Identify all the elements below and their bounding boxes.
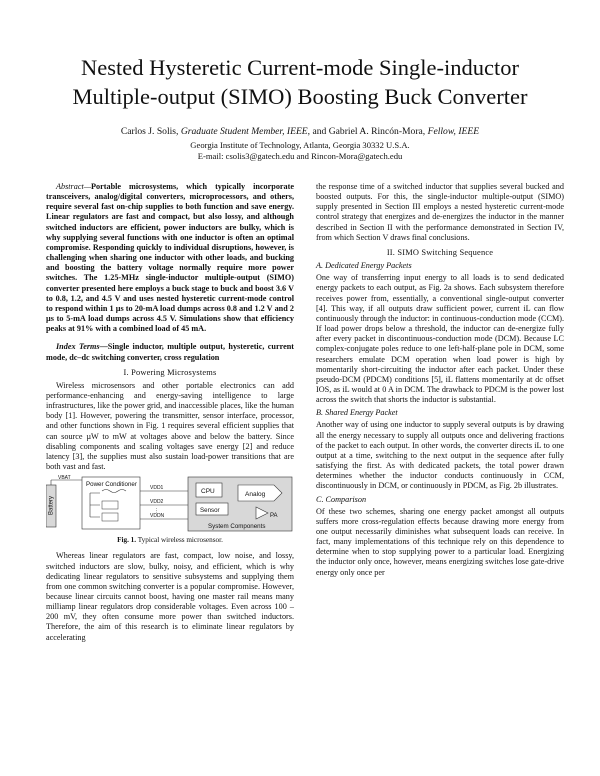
index-terms-text: Single inductor, multiple output, hysteretic, current mode, dc–dc switching converter, cross regulation <box>46 342 294 362</box>
figure-1-caption-label: Fig. 1. <box>117 536 137 545</box>
cpu-label: CPU <box>201 488 215 496</box>
affiliation-email: E-mail: csolis3@gatech.edu and Rincon-Mora@gatech.edu <box>197 151 403 161</box>
abstract-text: Portable microsystems, which typically incorporate transceivers, analog/digital converters, microprocessors, and others, require several fast on-chip supplies to both function and save energy. Linear regulators are fast and compact, but also lossy, and although switched inductors are efficient, power inductors are bulky, which is why supplying several functions with one inductor is often an optimal compromise. Responding quickly to individual disruptions, however, is challenging when sharing one inductor with other loads, and bucking and boosting the battery voltage normally require more power switches. The 1.25-MHz single-inductor multiple-output (SIMO) converter presented here employs a buck stage to buck and boost 3.6 V to 0.8, 1.2, and 4.5 V and uses nested hysteretic current-mode control to respond within 1 µs to 20-mA load dumps across 0.8 and 1.2 V and 2 µs to 5-mA load dumps across 4.5 V. Simulations show that efficiency peaks at 91% with a combined load of 45 mA. <box>46 182 294 334</box>
subsection-b-heading: B. Shared Energy Packet <box>316 408 398 418</box>
section-1-heading: I. Powering Microsystems <box>123 367 217 377</box>
switch-block-icon <box>102 501 118 509</box>
affiliation <box>40 140 560 162</box>
author-1-role: Graduate Student Member, IEEE, <box>180 126 311 137</box>
right-column <box>316 182 564 578</box>
section-2-heading: II. SIMO Switching Sequence <box>386 247 494 257</box>
title-line-2: Multiple-output (SIMO) Boosting Buck Converter <box>72 84 528 109</box>
author-and: and <box>312 126 327 137</box>
author-2: Gabriel A. Rincón-Mora, <box>328 126 426 137</box>
abstract <box>46 182 294 334</box>
paper-title <box>30 53 570 111</box>
affiliation-institute: Georgia Institute of Technology, Atlanta, Georgia 30332 U.S.A. <box>190 140 410 150</box>
abstract-label: Abstract— <box>56 182 92 191</box>
system-components-label: System Components <box>208 523 266 531</box>
vdd1-label: VDD1 <box>150 485 164 492</box>
subsection-c-para: Of these two schemes, sharing one energy packet amongst all outputs suffers more cross-regulation effects because drawing more energy from one output necessarily diminishes what subsequent loads can receive. In fact, many implementations of this technique rely on this dependence to determine when to stop supplying power to a particular load. Energizing the inductor only once, however, means energizing switches lose gate-drive energy only once per <box>316 506 564 577</box>
left-column <box>46 182 294 643</box>
figure-1 <box>46 475 294 533</box>
analog-label: Analog <box>245 491 266 499</box>
figure-1-caption-text: Typical wireless microsensor. <box>137 536 223 545</box>
index-terms <box>46 342 294 362</box>
section-1-para-1: Wireless microsensors and other portable electronics can add performance-enhancing and energy-saving intelligence to large infrastructures, like the power grid, and inaccessible places, like the human body [1]. However, powering the transmitter, sensor interface, processor, and other functions shown in Fig. 1 requires several efficient supplies that can source µW to mW at voltages above and below the battery. Since disabling components and scaling voltages save energy [2] and reduce latency [3], the supplies must also sustain load-power transitions that are both vast and fast. <box>46 380 294 472</box>
subsection-b-para: Another way of using one inductor to supply several outputs is by drawing all the energy necessary to supply all outputs once and delivering fractions of the packet to each output. In other words, the converter directs iL to one output at a time, switching to the next output in the sequence after fully satisfying the first. As with dedicated packets, the total power drawn determines whether the inductor conducts continuously in CCM, discontinuously in DCM, or continuously in PDCM, as Fig. 2b illustrates. <box>316 420 564 491</box>
battery-label: Battery <box>48 496 55 516</box>
vdd-ellipsis: ⋮ <box>154 508 159 515</box>
figure-1-diagram <box>46 475 294 533</box>
section-1-para-2: Whereas linear regulators are fast, compact, low noise, and lossy, switched inductors are slow, bulky, noisy, and efficient, which is why dedicating linear regulators to sensitive subsystems and supplying them from one common switching converter is a popular compromise. However, because linear circuits cannot boost, having one master rail means many milliamp linear regulators drop considerable voltages. Even across 100 – 200 mV, they often consume more power than switched inductors. Therefore, the aim of this research is to eliminate linear regulators by accelerating <box>46 551 294 642</box>
vdd2-label: VDD2 <box>150 499 164 506</box>
subsection-c-heading: C. Comparison <box>316 494 367 504</box>
index-terms-label: Index Terms— <box>56 342 108 352</box>
col2-para-0: the response time of a switched inductor that supplies several bucked and boosted outputs. For this, the single-inductor multiple-output (SIMO) supply presented in Section III employs a nested hysteretic current-mode control strategy that energizes and de-energizes the inductor in the manner described in Section II with the performance demonstrated in Section IV, from which Section V draws final conclusions. <box>316 182 564 242</box>
author-line <box>40 126 560 138</box>
author-2-role: Fellow, IEEE <box>427 126 480 137</box>
subsection-a-para: One way of transferring input energy to all loads is to send dedicated energy packets to each output, as Fig. 2a shows. Each subsystem therefore receives power from, essentially, a conventional single-output converter [4]. This way, if all outputs draw sufficient power, current iL can flow continuously through the inductor: in continuous-conduction mode (CCM). If load power drops below a threshold, the inductor can de-energize fully after every packet in discontinuous-conduction mode (DCM). Because LC complex-conjugate poles reduce to one left-half-plane pole in DCM, some researchers emulate DCM operation when load power is high by momentarily short-circuiting the inductor after each packet. Under these pseudo-DCM (PDCM) conditions [5], iL flattens momentarily at dc offset IOS, as iL would at 0 A in DCM. The drawback to PDCM is the power lost across the switch that shorts the inductor is substantial. <box>316 273 564 405</box>
author-1: Carlos J. Solis, <box>120 126 179 137</box>
switch-block-2-icon <box>102 513 118 521</box>
title-line-1: Nested Hysteretic Current-mode Single-inductor <box>80 55 519 80</box>
vbat-label: VBAT <box>58 475 71 482</box>
pa-label: PA <box>270 513 278 520</box>
subsection-a-heading: A. Dedicated Energy Packets <box>316 261 412 271</box>
sensor-label: Sensor <box>200 507 220 515</box>
figure-1-caption <box>46 535 294 545</box>
power-conditioner-label: Power Conditioner <box>86 481 137 489</box>
vddn-label: VDDN <box>150 513 165 520</box>
